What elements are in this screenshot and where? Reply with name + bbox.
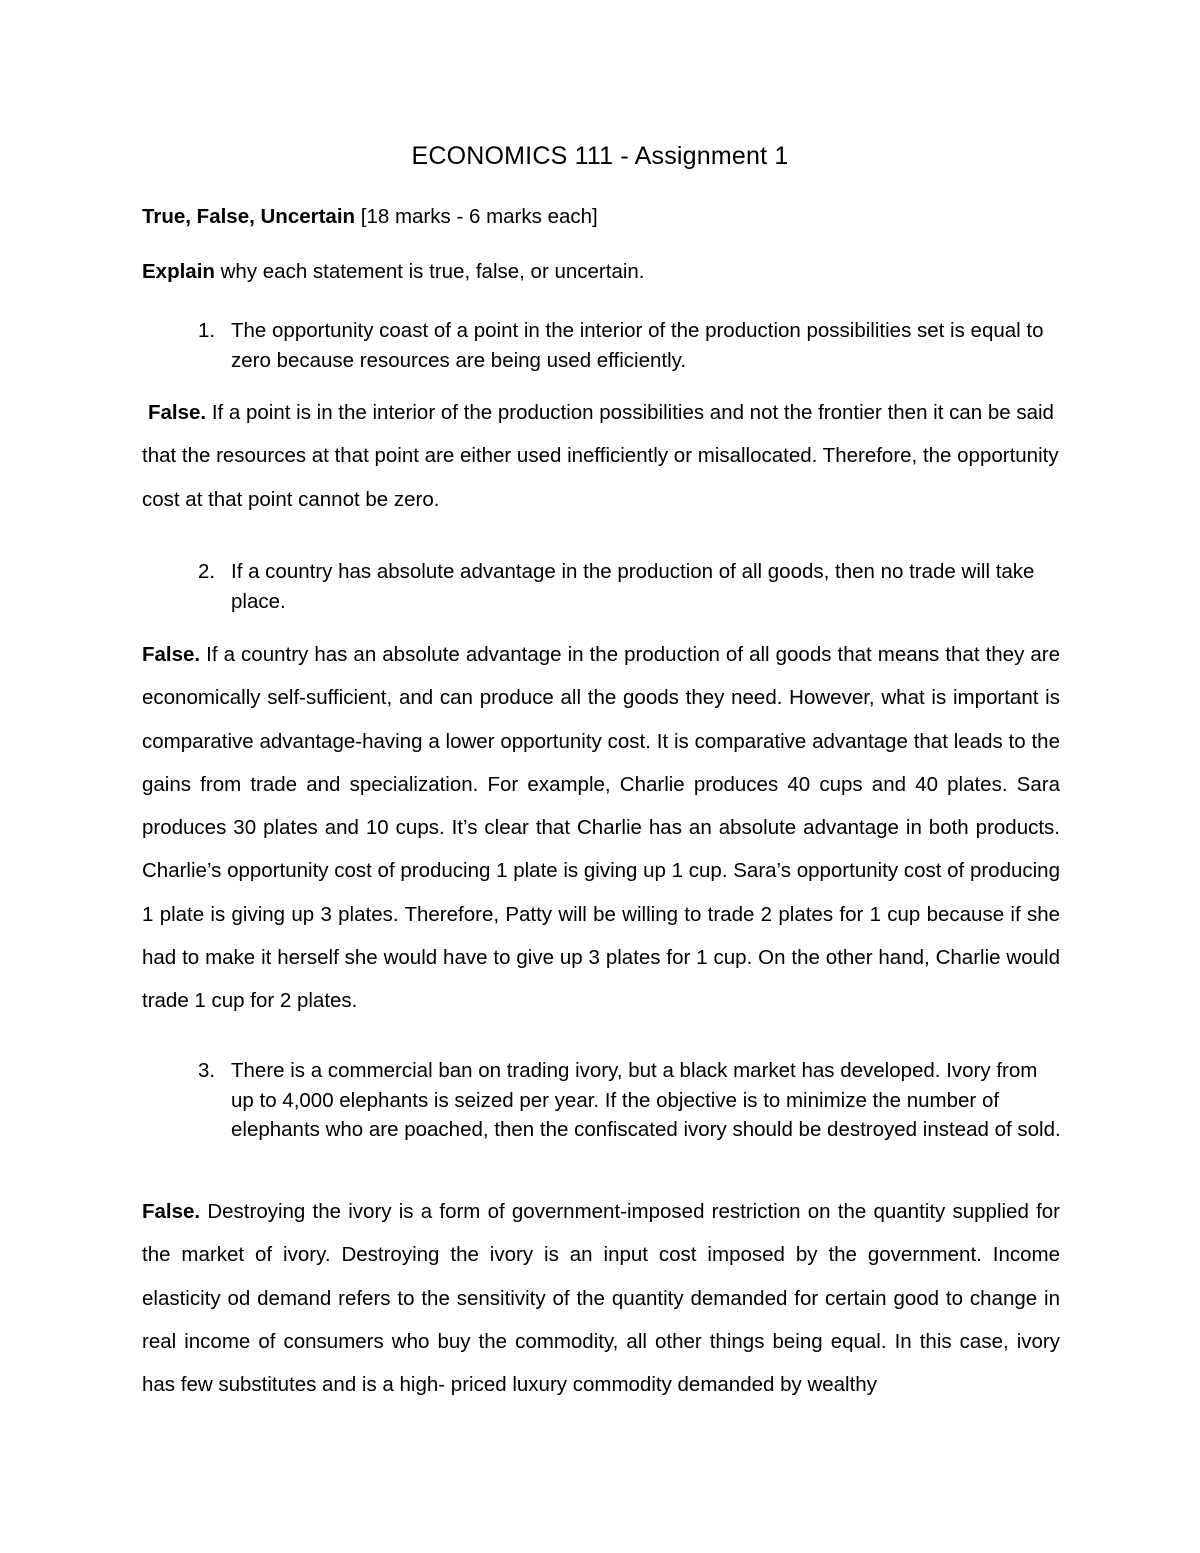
answer-2 xyxy=(142,633,1060,1023)
answer-label: False. xyxy=(142,643,201,666)
answer-label: False. xyxy=(142,1200,201,1223)
section-heading-marks: [18 marks - 6 marks each] xyxy=(355,205,598,228)
instruction-line xyxy=(142,260,645,284)
answer-text: If a point is in the interior of the production possibilities and not the frontier then it can be said that the resources at that point are either used inefficiently or misallocated. Therefore, the opportunity cost at that point cannot be zero. xyxy=(142,401,1059,511)
answer-1 xyxy=(142,391,1082,521)
question-number: 3. xyxy=(198,1059,216,1082)
section-heading-bold: True, False, Uncertain xyxy=(142,205,356,228)
answer-text: Destroying the ivory is a form of government-imposed restriction on the quantity supplied for the market of ivory. Destroying the ivory is an input cost imposed by the government. Income elasticity od demand refers to the sensitivity of the quantity demanded for certain good to change in real income of consumers who buy the commodity, all other things being equal. In this case, ivory has few substitutes and is a high- priced luxury commodity demanded by wealthy xyxy=(142,1200,1060,1397)
section-heading xyxy=(142,205,598,229)
question-number: 2. xyxy=(198,560,216,583)
instruction-bold: Explain xyxy=(142,260,215,283)
question-number: 1. xyxy=(198,319,216,342)
instruction-text: why each statement is true, false, or uncertain. xyxy=(214,260,645,283)
question-2 xyxy=(198,557,1063,616)
answer-3 xyxy=(142,1190,1060,1406)
answer-text: If a country has an absolute advantage in the production of all goods that means that they are economically self-sufficient, and can produce all the goods they need. However, what is important is comparative advantage-having a lower opportunity cost. It is comparative advantage that leads to the gains from trade and specialization. For example, Charlie produces 40 cups and 40 plates. Sara produces 30 plates and 10 cups. It’s clear that Charlie has an absolute advantage in both products. Charlie’s opportunity cost of producing 1 plate is giving up 1 cup. Sara’s opportunity cost of producing 1 plate is giving up 3 plates. Therefore, Patty will be willing to trade 2 plates for 1 cup because if she had to make it herself she would have to give up 3 plates for 1 cup. On the other hand, Charlie would trade 1 cup for 2 plates. xyxy=(142,643,1060,1013)
document-title: ECONOMICS 111 - Assignment 1 xyxy=(411,142,789,170)
question-text: If a country has absolute advantage in the production of all goods, then no trade will take place. xyxy=(231,560,1035,613)
question-1 xyxy=(198,316,1063,375)
question-text: The opportunity coast of a point in the interior of the production possibilities set is equal to zero because resources are being used efficiently. xyxy=(231,319,1044,372)
answer-label: False. xyxy=(148,401,207,424)
question-text: There is a commercial ban on trading ivory, but a black market has developed. Ivory from up to 4,000 elephants is seized per year. If the objective is to minimize the number of elephants who are poached, then the confiscated ivory should be destroyed instead of sold. xyxy=(231,1059,1061,1141)
question-3 xyxy=(198,1056,1063,1145)
